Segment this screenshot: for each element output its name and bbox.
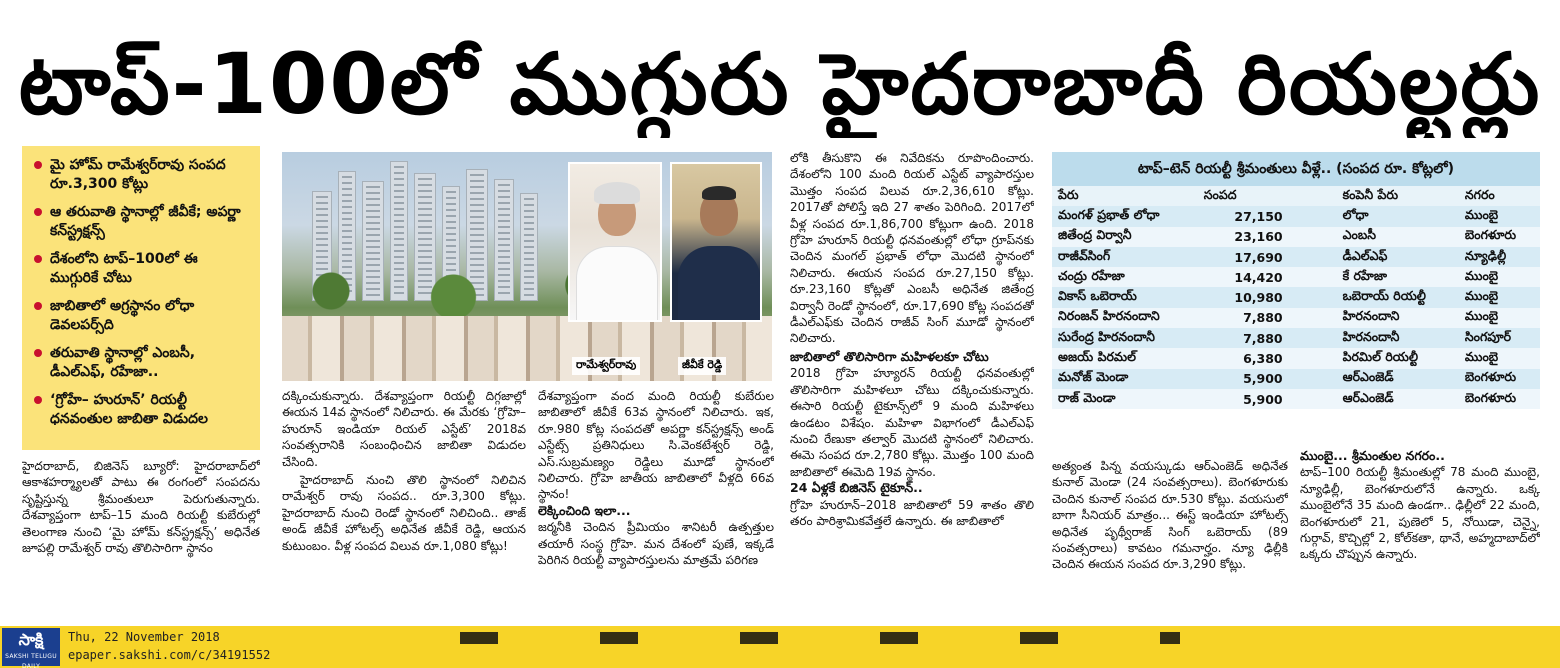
table-row: జితేంద్ర విర్వానీ 23,160 ఎంబసీ బెంగళూరు	[1052, 227, 1540, 247]
photo-caption-left: రామేశ్వర్‌రావు	[572, 357, 640, 375]
table-title: టాప్–టెన్ రియల్టీ శ్రీమంతులు వీళ్లే.. (సంపద రూ. కోట్లలో)	[1052, 152, 1540, 186]
table-row: నిరంజన్ హిరనందాని 7,880 హిరనందాని ముంబై	[1052, 308, 1540, 328]
portrait-rameshwar-rao	[568, 162, 662, 322]
bullet-icon	[34, 255, 42, 263]
col-header-company: కంపెనీ పేరు	[1342, 186, 1399, 202]
bullet-icon	[34, 396, 42, 404]
article-col-2: దక్కించుకున్నారు. దేశవ్యాప్తంగా రియల్టీ దిగ్గజాల్లో ఈయన 14వ స్థానంలో నిలిచారు. ఈ మేరకు ‘గ్రోహె– హురూన్ ఇండియా రియల్ ఎస్టేట్’ 2018వ సంవత్సరానికి సంబంధించిన జాబితా విడుదల చేసింది. హైదరాబాద్ నుంచి తొలి స్థానంలో నిలిచిన రామేశ్వర్ రావు సంపద.. రూ.3,300 కోట్లు. హైదరాబాద్ నుంచి రెండో స్థానంలో నిలిచింది.. తాజ్ అండ్ జీవీకే హోటల్స్ అధినేత జీవీకే రెడ్డి, ఆయన కుటుంబం. వీళ్ల సంపద విలువ రూ.1,080 కోట్లు!	[282, 389, 526, 553]
highlight-item: మై హోమ్ రామేశ్వర్‌రావు సంపద రూ.3,300 కోట్లు	[34, 156, 250, 194]
table-row: మంగళ్ ప్రభాత్ లోధా 27,150 లోధా ముంబై	[1052, 206, 1540, 226]
section-subhead: ముంబై... శ్రీమంతుల నగరం..	[1300, 448, 1445, 463]
article-col-5: అత్యంత పిన్న వయస్కుడు ఆర్‌ఎంజెడ్ అధినేత కునాల్ మెండా (24 సంవత్సరాలు). బెంగళూరుకు చెందిన కునాల్ సంపద రూ.530 కోట్లు. వయసులో బాగా సీనియర్ మాత్రం... ఈస్ట్ ఇండియా హోటల్స్ అధినేత పృథ్వీరాజ్ సింగ్ ఒబెరాయ్ (89 సంవత్సరాలు) కావటం గమనార్హం. న్యూ ఢిల్లీకి చెందిన ఈయన సంపద రూ.3,290 కోట్లు.	[1052, 459, 1288, 572]
rich-list-table	[1052, 152, 1540, 430]
bullet-icon	[34, 349, 42, 357]
edition-date: Thu, 22 November 2018	[68, 630, 220, 644]
headline: టాప్-100లో ముగ్గురు హైదరాబాదీ రియల్టర్లు	[18, 35, 1542, 133]
section-subhead: లెక్కించింది ఇలా...	[538, 502, 631, 518]
table-header-row	[1052, 186, 1540, 206]
col-header-wealth: సంపద	[1203, 186, 1237, 202]
photo-caption-right: జీవీకే రెడ్డి	[678, 357, 726, 375]
col-header-city: నగరం	[1464, 186, 1495, 202]
section-subhead: జాబితాలో తొలిసారిగా మహిళలకూ చోటు	[790, 348, 989, 364]
sakshi-logo[interactable]: సాక్షి SAKSHI TELUGU DAILY	[2, 628, 60, 666]
table-row: సురేంద్ర హిరనందానీ 7,880 హిరనందానీ సింగపూర్	[1052, 328, 1540, 348]
epaper-footer	[0, 626, 1560, 668]
table-row: చంద్రు రహేజా 14,420 కే రహేజా ముంబై	[1052, 267, 1540, 287]
article-col-3: దేశవ్యాప్తంగా వంద మంది రియల్టీ కుబేరుల జాబితాలో జీవీకే 63వ స్థానంలో నిలిచారు. ఇక, రూ.980 కోట్ల సంపదతో అపర్ణా కన్‌స్ట్రక్షన్స్ అండ్ ఎస్టేట్స్ ప్రతినిధులు సి.వెంకటేశ్వర్ రెడ్డి, ఎస్.సుబ్రమణ్యం రెడ్డిలు మూడో స్థానంలో నిలిచారు. గ్రోహె జాతీయ జాబితాలో వీళ్లది 66వ స్థానం! లెక్కించింది ఇలా... జర్మనీకి చెందిన ప్రీమియం శానిటరీ ఉత్పత్తుల తయారీ సంస్థ గ్రోహె. మన దేశంలో పుణే, ఇక్కడే పెరిగిన రియల్టీ వ్యాపారస్తులను మాత్రమే పరిగణ	[538, 389, 774, 568]
table-row: మనోజ్ మెండా 5,900 ఆర్‌ఎంజెడ్ బెంగళూరు	[1052, 369, 1540, 389]
article-col-6: ముంబై... శ్రీమంతుల నగరం.. టాప్–100 రియల్టీ శ్రీమంతుల్లో 78 మంది ముంబై, న్యూఢిల్లీ, బెంగళూరులోనే ఉన్నారు. ఒక్క ముంబైలోనే 35 మంది ఉండగా.. ఢిల్లీలో 22 మంది, బెంగళూరులో 21, పుణెలో 5, నోయిడా, చెన్నై, గుర్గావ్, కొచ్చిల్లో 2, కోల్‌కతా, థానే, అహ్మదాబాద్‌లో ఒక్కరు చొప్పున ఉన్నారు.	[1300, 448, 1540, 562]
table-row: రాజీవ్‌సింగ్ 17,690 డీఎల్‌ఎఫ్ న్యూఢిల్లీ	[1052, 247, 1540, 267]
bullet-icon	[34, 161, 42, 169]
article-col-1: హైదరాబాద్, బిజినెస్ బ్యూరో: హైదరాబాద్‌లో ఆకాశహర్మ్యాలతో పాటు ఈ రంగంలో సంపదను సృష్టిస్తున్న శ్రీమంతులూ పెరుగుతున్నారు. దేశవ్యాప్తంగా టాప్–15 మంది రియల్టీ కుబేరుల్లో తెలంగాణ నుంచి ‘మై హోమ్ కన్‌స్ట్రక్షన్స్’ అధినేత జూపల్లి రామేశ్వర్ రావు తొలిసారిగా స్థానం	[22, 459, 260, 556]
portrait-gvk-reddy	[670, 162, 762, 322]
rich-list-grid	[1052, 186, 1540, 409]
table-row: వికాస్ ఒబెరాయ్ 10,980 ఒబెరాయ్ రియల్టీ ముంబై	[1052, 287, 1540, 307]
bullet-icon	[34, 302, 42, 310]
table-row: అజయ్ పిరమల్ 6,380 పిరమిల్ రియల్టీ ముంబై	[1052, 348, 1540, 368]
highlight-item: తరువాతి స్థానాల్లో ఎంబసీ, డీఎల్‌ఎఫ్, రహేజా..	[34, 344, 250, 382]
epaper-link[interactable]: epaper.sakshi.com/c/34191552	[68, 648, 271, 662]
highlight-item: దేశంలోని టాప్–100లో ఈ ముగ్గురికే చోటు	[34, 250, 250, 288]
next-headline-fragment	[460, 632, 1180, 644]
bullet-icon	[34, 208, 42, 216]
highlight-item: ఆ తరువాతి స్థానాల్లో జీవీకే; అపర్ణా కన్‌స్ట్రక్షన్స్	[34, 203, 250, 241]
table-row: రాజ్ మెండా 5,900 ఆర్‌ఎంజెడ్ బెంగళూరు	[1052, 389, 1540, 409]
col-header-name: పేరు	[1058, 186, 1079, 202]
section-subhead: 24 ఏళ్లకే బిజినెస్ టైకూన్..	[790, 480, 923, 496]
city-photo	[282, 152, 772, 381]
article-col-4: లోకి తీసుకొని ఈ నివేదికను రూపొందించారు. దేశంలోని 100 మంది రియల్ ఎస్టేట్ వ్యాపారస్తుల మొత్తం సంపద విలువ రూ.2,36,610 కోట్లు. 2017తో పోలిస్తే ఇది 27 శాతం పెరిగింది. 2017లో వీళ్ల సంపద రూ.1,86,700 కోట్లుగా ఉంది. 2018 గ్రోహె హురూన్ రియల్టీ ధనవంతుల్లో లోధా గ్రూప్‌నకు చెందిన మంగల్ ప్రభాత్ లోధా మొదటి స్థానంలో నిలిచారు. ఈయన సంపద రూ.27,150 కోట్లు. రూ.23,160 కోట్లతో ఎంబసీ అధినేత జితేంద్ర విర్వానీ రెండో స్థానంలో, రూ.17,690 కోట్ల సంపదతో డీఎల్‌ఎఫ్‌కు చెందిన రాజీవ్ సింగ్ మూడో స్థానంలో నిలిచారు. జాబితాలో తొలిసారిగా మహిళలకూ చోటు 2018 గ్రోహె హ్యూరన్ రియల్టీ ధనవంతుల్లో తొలిసారిగా మహిళలూ చోటు దక్కించుకున్నారు. ఈసారి రియల్టీ టైకూన్స్‌లో 9 మంది మహిళలు ఉండటం విశేషం. మహిళా విభాగంలో డీఎల్‌ఎఫ్ నుంచి రేణుకా తల్వార్ మొదటి స్థానంలో నిలిచారు. ఈమె సంపద రూ.2,780 కోట్లు. మొత్తం 100 మంది జాబితాలో ఈమెది 19వ స్థానం. 24 ఏళ్లకే బిజినెస్ టైకూన్.. గ్రోహె హురూన్–2018 జాబితాలో 59 శాతం తొలి తరం పారిశ్రామికవేత్తలే ఉన్నారు. ఈ జాబితాలో	[790, 151, 1034, 528]
highlight-item: జాబితాలో అగ్రస్థానం లోధా డెవలపర్స్‌ది	[34, 297, 250, 335]
highlight-item: ‘గ్రోహే– హురూన్’ రియల్టీ ధనవంతుల జాబితా విడుదల	[34, 391, 250, 429]
highlights-box	[22, 146, 260, 450]
